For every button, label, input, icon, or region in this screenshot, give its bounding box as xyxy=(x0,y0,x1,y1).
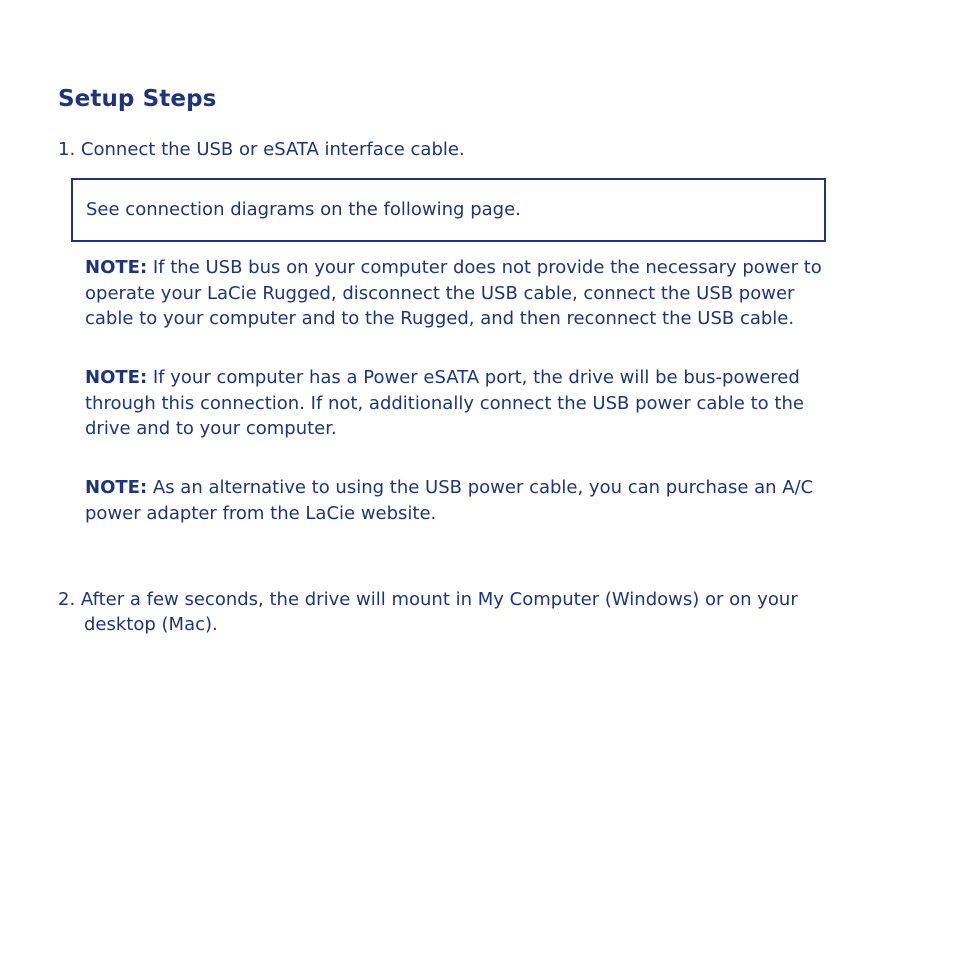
note-3-text: As an alternative to using the USB power cable, you can purchase an A/C power adapter from the LaCie website. xyxy=(85,477,814,524)
note-2-label: NOTE: xyxy=(85,367,148,388)
info-box-text: See connection diagrams on the following page. xyxy=(86,199,521,220)
info-box xyxy=(71,178,826,242)
step-2 xyxy=(58,587,874,637)
step-2-number: 2. xyxy=(58,589,76,610)
note-1-label: NOTE: xyxy=(85,257,148,278)
note-2 xyxy=(85,365,845,442)
note-3 xyxy=(85,475,815,526)
note-3-label: NOTE: xyxy=(85,477,148,498)
step-1-number: 1. xyxy=(58,139,76,160)
note-1 xyxy=(85,255,845,332)
step-2-text: After a few seconds, the drive will mount in My Computer (Windows) or on your desktop (Mac). xyxy=(80,589,798,635)
note-1-text: If the USB bus on your computer does not provide the necessary power to operate your LaCie Rugged, disconnect the USB cable, connect the USB power cable to your computer and to the Rugged, and then reconnect the USB cable. xyxy=(85,257,822,329)
note-2-text: If your computer has a Power eSATA port, the drive will be bus-powered through this connection. If not, additionally connect the USB power cable to the drive and to your computer. xyxy=(85,367,804,439)
step-1 xyxy=(58,137,465,162)
page-title: Setup Steps xyxy=(58,86,217,112)
step-1-text: Connect the USB or eSATA interface cable. xyxy=(80,139,465,160)
